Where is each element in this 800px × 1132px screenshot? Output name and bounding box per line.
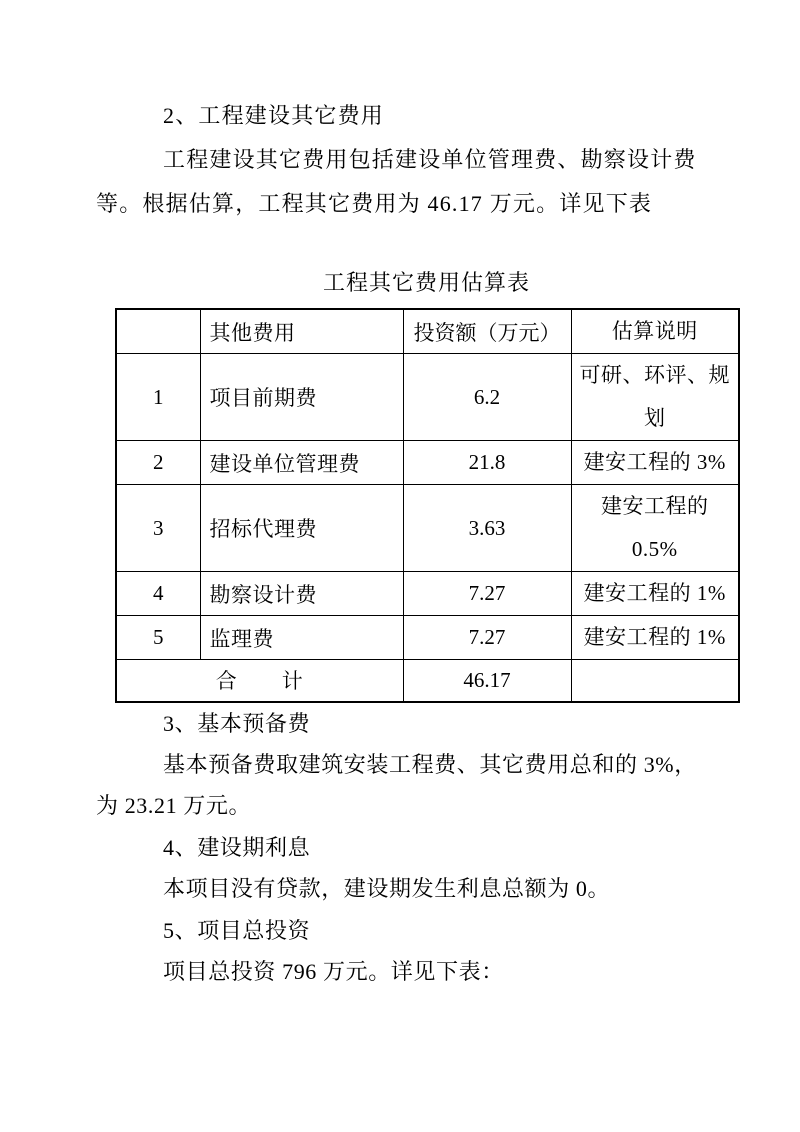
total-note — [571, 660, 739, 702]
table-row-3 — [116, 485, 739, 572]
row-1-note-line-1: 可研、环评、规 — [579, 363, 730, 387]
row-2-note: 建安工程的 3% — [571, 441, 739, 485]
row-3-note-line-1: 建安工程的 — [601, 494, 709, 518]
header-index — [116, 309, 200, 354]
row-1-note — [571, 354, 739, 441]
row-3-name: 招标代理费 — [200, 485, 403, 572]
section-2-line-2: 等。根据估算，工程其它费用为 46.17 万元。详见下表 — [96, 191, 653, 216]
table-row-4 — [116, 572, 739, 616]
row-3-amount: 3.63 — [403, 485, 571, 572]
row-3-note-line-2: 0.5% — [631, 537, 678, 561]
table-row-5 — [116, 616, 739, 660]
sections-3-4-5 — [96, 703, 744, 993]
section-3-line-2: 为 23.21 万元。 — [96, 793, 252, 819]
section-2-line-1: 工程建设其它费用包括建设单位管理费、勘察设计费 — [163, 147, 697, 172]
row-2-no: 2 — [116, 441, 200, 485]
table-total-row — [116, 660, 739, 702]
table-row-1 — [116, 354, 739, 441]
total-label: 合 计 — [116, 660, 403, 702]
row-2-name: 建设单位管理费 — [200, 441, 403, 485]
section-2-heading: 2、工程建设其它费用 — [163, 103, 385, 128]
table-row-2 — [116, 441, 739, 485]
row-3-no: 3 — [116, 485, 200, 572]
row-5-note: 建安工程的 1% — [571, 616, 739, 660]
section-5-line-1: 项目总投资 796 万元。详见下表： — [163, 958, 504, 984]
row-1-name: 项目前期费 — [200, 354, 403, 441]
row-5-no: 5 — [116, 616, 200, 660]
row-4-note: 建安工程的 1% — [571, 572, 739, 616]
row-4-amount: 7.27 — [403, 572, 571, 616]
other-costs-table — [115, 308, 740, 703]
section-5-heading: 5、项目总投资 — [163, 917, 311, 943]
header-cost-name: 其他费用 — [200, 309, 403, 354]
row-4-name: 勘察设计费 — [200, 572, 403, 616]
header-investment: 投资额（万元） — [403, 309, 571, 354]
document-content — [96, 94, 744, 992]
table-header-row — [116, 309, 739, 354]
row-5-amount: 7.27 — [403, 616, 571, 660]
row-5-name: 监理费 — [200, 616, 403, 660]
header-estimate-note: 估算说明 — [571, 309, 739, 354]
section-2 — [96, 94, 744, 226]
section-4-heading: 4、建设期利息 — [163, 834, 311, 860]
section-3-heading: 3、基本预备费 — [163, 710, 311, 736]
row-1-amount: 6.2 — [403, 354, 571, 441]
row-3-note — [571, 485, 739, 572]
row-1-no: 1 — [116, 354, 200, 441]
row-4-no: 4 — [116, 572, 200, 616]
total-amount: 46.17 — [403, 660, 571, 702]
section-4-line-1: 本项目没有贷款，建设期发生利息总额为 0。 — [163, 876, 611, 902]
section-3-line-1: 基本预备费取建筑安装工程费、其它费用总和的 3%， — [163, 751, 697, 777]
row-2-amount: 21.8 — [403, 441, 571, 485]
row-1-note-line-2: 划 — [644, 406, 666, 430]
table-title: 工程其它费用估算表 — [322, 270, 530, 295]
